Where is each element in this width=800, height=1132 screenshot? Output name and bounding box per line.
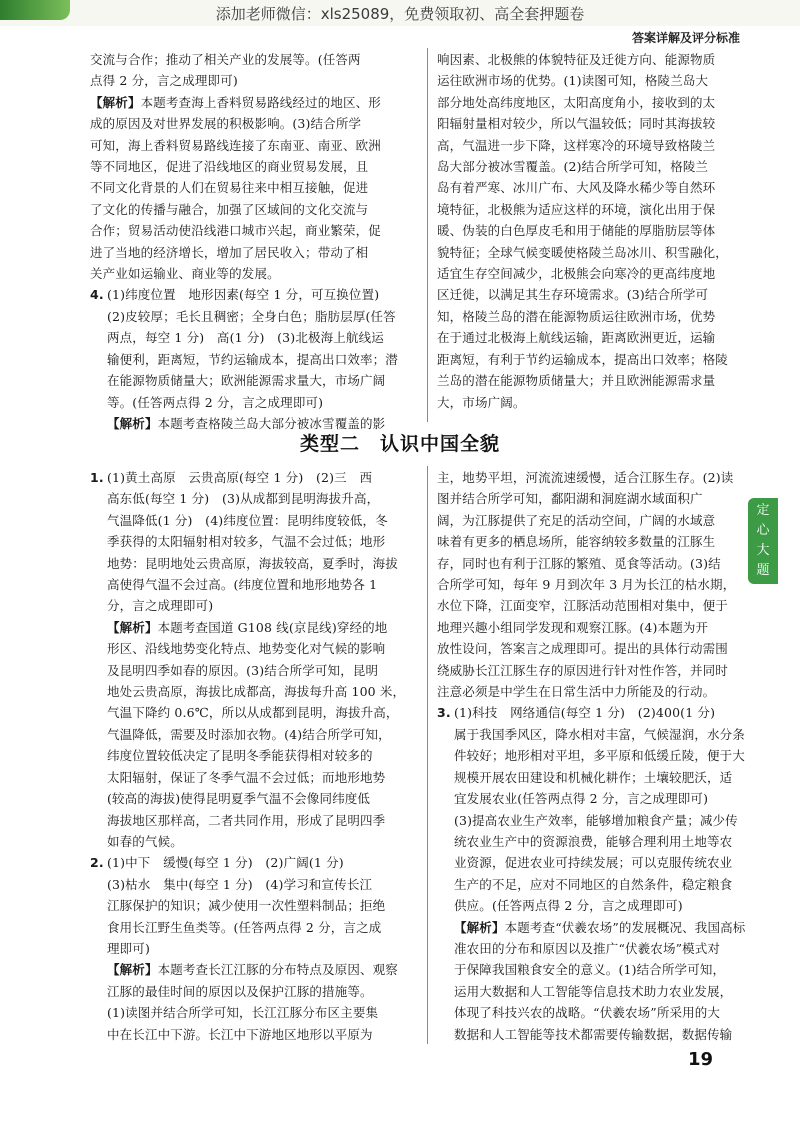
line-text: 本题考查长江江豚的分布特点及原因、观察 [157,962,398,978]
text-line [90,113,398,134]
text-line [90,767,405,788]
line-text: 体现了科技兴农的战略。“伏羲农场”所采用的大 [454,1005,721,1021]
text-line [437,220,728,241]
upper-left-column [90,49,398,434]
line-text: 放性设问，答案言之成理即可。提出的具体行动需围 [437,641,728,657]
text-line [437,724,745,745]
line-text: 运用大数据和人工智能等信息技术助力农业发展， [454,983,733,999]
line-text: 在于通过北极海上航线运输，距离欧洲更近，运输 [437,330,716,346]
text-line [437,810,745,831]
analysis-label: 【解析】 [107,962,158,978]
line-text: 地势：昆明地处云贵高原，海拔较高，夏季时，海拔 [107,555,398,571]
text-line [90,938,405,959]
line-text: (1)纬度位置 地形因素(每空 1 分，可互换位置) [107,287,380,303]
analysis-label: 【解析】 [454,919,505,935]
line-text: 点得 2 分，言之成理即可) [90,73,238,89]
line-text: 合所学可知，每年 9 月到次年 3 月为长江的枯水期， [437,577,736,593]
text-line [90,831,405,852]
text-line [90,702,405,723]
line-text: 运往欧洲市场的优势。(1)读图可知，格陵兰岛大 [437,73,709,89]
line-text: (2)皮较厚；毛长且稠密；全身白色；脂肪层厚(任答 [107,308,396,324]
line-text: 阳辐射量相对较少，所以气温较低；同时其海拔较 [437,116,716,132]
line-text: 件较好；地形相对平坦，多平原和低缓丘陵，便于大 [454,748,745,764]
line-text: 形区、沿线地势变化特点、地势变化对气候的影响 [107,641,386,657]
line-text: 不同文化背景的人们在贸易往来中相互接触，促进 [90,180,369,196]
text-line [437,70,728,91]
line-text: (1)科技 网络通信(每空 1 分) (2)400(1 分) [454,705,716,721]
text-line [437,852,745,873]
text-line [90,392,398,413]
line-text: 岛大部分被冰雪覆盖。(2)结合所学可知，格陵兰 [437,159,709,175]
line-text: 高，气温进一步下降，这样寒冷的环境导致格陵兰 [437,137,716,153]
text-line [90,724,405,745]
line-text: 规模开展农田建设和机械化耕作；土壤较肥沃，适 [454,769,733,785]
line-text: 注意必须是中学生在日常生活中力所能及的行动。 [437,684,716,700]
line-text: 气温下降约 0.6℃，所以从成都到昆明，海拔升高， [107,705,399,721]
line-text: 中在长江中下游。长江中下游地区地形以平原为 [107,1026,373,1042]
line-text: 及昆明四季如春的原因。(3)结合所学可知，昆明 [107,662,379,678]
text-line [437,370,728,391]
line-text: 水位下降，江面变窄，江豚活动范围相对集中，便于 [437,598,728,614]
text-line [437,306,728,327]
watermark: 添加老师微信：xls25089，免费领取初、高全套押题卷 [215,5,585,23]
text-line [437,49,728,70]
text-line [437,917,745,938]
text-line [437,392,728,413]
page-header: 答案详解及评分标准 [631,31,740,45]
line-text: 适宜生存空间减少，北极熊会向寒冷的更高纬度地 [437,266,716,282]
line-text: 知，格陵兰岛的潜在能源物质运往欧洲市场，优势 [437,308,716,324]
line-text: 交流与合作；推动了相关产业的发展等。(任答两 [90,52,361,67]
line-text: 江豚保护的知识；减少使用一次性塑料制品；拒绝 [107,898,386,914]
text-line [437,595,745,616]
line-text: 本题考查“伏羲农场”的发展概况、我国高标 [504,919,746,935]
column-divider-lower [427,466,428,1044]
text-line [90,199,398,220]
line-text: (1)中下 缓慢(每空 1 分) (2)广阔(1 分) [107,855,344,871]
line-text: 本题考查格陵兰岛大部分被冰雪覆盖的影 [157,415,386,431]
text-line [437,1024,745,1045]
text-line [90,349,398,370]
text-line [437,349,728,370]
text-line [437,553,745,574]
line-text: 生产的不足，应对不同地区的自然条件，稳定粮食 [454,876,733,892]
upper-right-column [437,49,728,413]
line-text: 味着有更多的栖息场所，能容纳较多数量的江豚生 [437,534,716,550]
question-number: 2. [90,855,104,871]
side-tab-char: 大 [756,543,770,558]
text-line [90,92,398,113]
text-line [437,1002,745,1023]
text-line [90,617,405,638]
text-line [437,681,745,702]
text-line [437,959,745,980]
text-line [437,199,728,220]
text-line [437,788,745,809]
text-line [437,531,745,552]
line-text: 了文化的传播与融合，加强了区域间的文化交流与 [90,201,369,217]
side-tab-char: 心 [756,523,770,538]
text-line [437,660,745,681]
line-text: 高使得气温不会过高。(纬度位置和地形地势各 1 [107,577,378,593]
column-divider-upper [427,48,428,422]
line-text: 部分地处高纬度地区，太阳高度角小，接收到的太 [437,94,716,110]
line-text: (较高的海拔)使得昆明夏季气温不会像同纬度低 [107,791,371,807]
line-text: 输便利，距离短，节约运输成本，提高出口效率；潜 [107,351,398,367]
line-text: 准农田的分布和原因以及推广“伏羲农场”模式对 [454,940,721,956]
line-text: 合作；贸易活动使沿线港口城市兴起，商业繁荣，促 [90,223,381,239]
line-text: 存，同时也有利于江豚的繁殖、觅食等活动。(3)结 [437,555,721,571]
text-line [90,510,405,531]
line-text: (1)读图并结合所学可知，长江江豚分布区主要集 [107,1005,379,1021]
text-line [437,767,745,788]
line-text: 宜发展农业(任答两点得 2 分，言之成理即可) [454,791,709,807]
text-line [437,156,728,177]
text-line [90,895,405,916]
analysis-label: 【解析】 [107,619,158,635]
text-line [90,1002,405,1023]
line-text: 等。(任答两点得 2 分，言之成理即可) [107,394,324,410]
line-text: 区迁徙，以满足其生存环境需求。(3)结合所学可 [437,287,709,303]
text-line [90,917,405,938]
side-tab [748,498,778,584]
line-text: 地处云贵高原，海拔比成都高，海拔每升高 100 米， [107,684,406,700]
text-line [90,959,405,980]
analysis-label: 【解析】 [107,415,158,431]
text-line [437,981,745,1002]
line-text: 江豚的最佳时间的原因以及保护江豚的措施等。 [107,983,373,999]
text-line [437,242,728,263]
line-text: 食用长江野生鱼类等。(任答两点得 2 分，言之成 [107,919,382,935]
line-text: 本题考查国道 G108 线(京昆线)穿经的地 [157,619,388,635]
text-line [90,327,398,348]
line-text: 大，市场广阔。 [437,394,526,410]
line-text: 气温降低，需要及时添加衣物。(4)结合所学可知， [107,726,391,742]
line-text: 在能源物质储量大；欧洲能源需求量大，市场广阔 [107,373,386,389]
line-text: 进了当地的经济增长，增加了居民收入；带动了相 [90,244,369,260]
text-line [437,467,745,488]
line-text: 响因素、北极熊的体貌特征及迁徙方向、能源物质 [437,52,716,67]
text-line [90,574,405,595]
text-line [90,263,398,284]
line-text: 数据和人工智能等技术都需要传输数据，数据传输 [454,1026,733,1042]
line-text: 海拔地区那样高，二者共同作用，形成了昆明四季 [107,812,386,828]
line-text: (1)黄土高原 云贵高原(每空 1 分) (2)三 西 [107,470,373,485]
text-line [437,327,728,348]
line-text: 供应。(任答两点得 2 分，言之成理即可) [454,898,683,914]
text-line [90,638,405,659]
text-line [437,702,745,723]
text-line [90,467,405,488]
line-text: 距离短，有利于节约运输成本，提高出口效率；格陵 [437,351,728,367]
line-text: 可知，海上香料贸易路线连接了东南亚、南亚、欧洲 [90,137,381,153]
text-line [437,874,745,895]
text-line [90,788,405,809]
page-number: 19 [688,1049,714,1070]
text-line [437,488,745,509]
text-line [437,831,745,852]
text-line [90,981,405,1002]
text-line [90,874,405,895]
text-line [90,810,405,831]
text-line [437,938,745,959]
question-number: 1. [90,470,104,485]
line-text: 暖、伪装的白色厚皮毛和用于储能的厚脂肪层等体 [437,223,716,239]
line-text: 阔，为江豚提供了充足的活动空间，广阔的水域意 [437,512,716,528]
line-text: 高东低(每空 1 分) (3)从成都到昆明海拔升高， [107,491,380,507]
text-line [437,745,745,766]
lower-left-column [90,467,405,1045]
line-text: 纬度位置较低决定了昆明冬季能获得相对较多的 [107,748,373,764]
text-line [90,49,398,70]
line-text: 等不同地区，促进了沿线地区的商业贸易发展，且 [90,159,369,175]
text-line [437,177,728,198]
line-text: 境特征，北极熊为适应这样的环境，演化出用于保 [437,201,716,217]
text-line [437,638,745,659]
text-line [90,70,398,91]
text-line [90,135,398,156]
line-text: 季获得的太阳辐射相对较多，气温不会过低；地形 [107,534,386,550]
text-line [437,617,745,638]
line-text: 于保障我国粮食安全的意义。(1)结合所学可知， [454,962,726,978]
text-line [90,745,405,766]
line-text: (3)提高农业生产效率，能够增加粮食产量；减少传 [454,812,738,828]
text-line [90,595,405,616]
line-text: 岛有着严寒、冰川广布、大风及降水稀少等自然环 [437,180,716,196]
text-line [437,895,745,916]
text-line [90,1024,405,1045]
text-line [90,531,405,552]
text-line [437,92,728,113]
text-line [437,510,745,531]
line-text: 属于我国季风区，降水相对丰富，气候湿润，水分条 [454,726,745,742]
question-number: 4. [90,287,104,303]
text-line [90,553,405,574]
line-text: 本题考查海上香料贸易路线经过的地区、形 [140,94,381,110]
line-text: 图并结合所学可知，鄱阳湖和洞庭湖水域面积广 [437,491,703,507]
line-text: 分，言之成理即可) [107,598,214,614]
analysis-label: 【解析】 [90,94,141,110]
line-text: 兰岛的潜在能源物质储量大；并且欧洲能源需求量 [437,373,716,389]
line-text: 气温降低(1 分) (4)纬度位置：昆明纬度较低，冬 [107,512,388,528]
side-tab-char: 定 [756,503,770,518]
line-text: 统农业生产中的资源浪费，能够合理利用土地等农 [454,833,733,849]
side-tab-char: 题 [756,563,770,578]
text-line [437,284,728,305]
text-line [90,177,398,198]
line-text: (3)枯水 集中(每空 1 分) (4)学习和宣传长江 [107,876,373,892]
line-text: 地理兴趣小组同学发现和观察江豚。(4)本题为开 [437,619,709,635]
text-line [437,263,728,284]
section-title: 类型二 认识中国全貌 [299,433,500,455]
text-line [90,306,398,327]
text-line [90,284,398,305]
text-line [437,135,728,156]
line-text: 成的原因及对世界发展的积极影响。(3)结合所学 [90,116,362,132]
lower-right-column [437,467,745,1045]
line-text: 理即可) [107,940,150,956]
line-text: 貌特征；全球气候变暖使格陵兰岛冰川、积雪融化， [437,244,728,260]
line-text: 太阳辐射，保证了冬季气温不会过低；而地形地势 [107,769,386,785]
line-text: 业资源，促进农业可持续发展；可以克服传统农业 [454,855,733,871]
text-line [90,370,398,391]
text-line [90,488,405,509]
line-text: 关产业如运输业、商业等的发展。 [90,266,280,282]
text-line [90,660,405,681]
text-line [90,681,405,702]
question-number: 3. [437,705,451,721]
line-text: 如春的气候。 [107,833,183,849]
text-line [90,242,398,263]
text-line [90,156,398,177]
text-line [90,852,405,873]
text-line [437,574,745,595]
line-text: 两点，每空 1 分) 高(1 分) (3)北极海上航线运 [107,330,384,346]
line-text: 主，地势平坦，河流流速缓慢，适合江豚生存。(2)读 [437,470,734,485]
text-line [437,113,728,134]
text-line [90,220,398,241]
line-text: 绕威胁长江江豚生存的原因进行针对性作答，并同时 [437,662,728,678]
